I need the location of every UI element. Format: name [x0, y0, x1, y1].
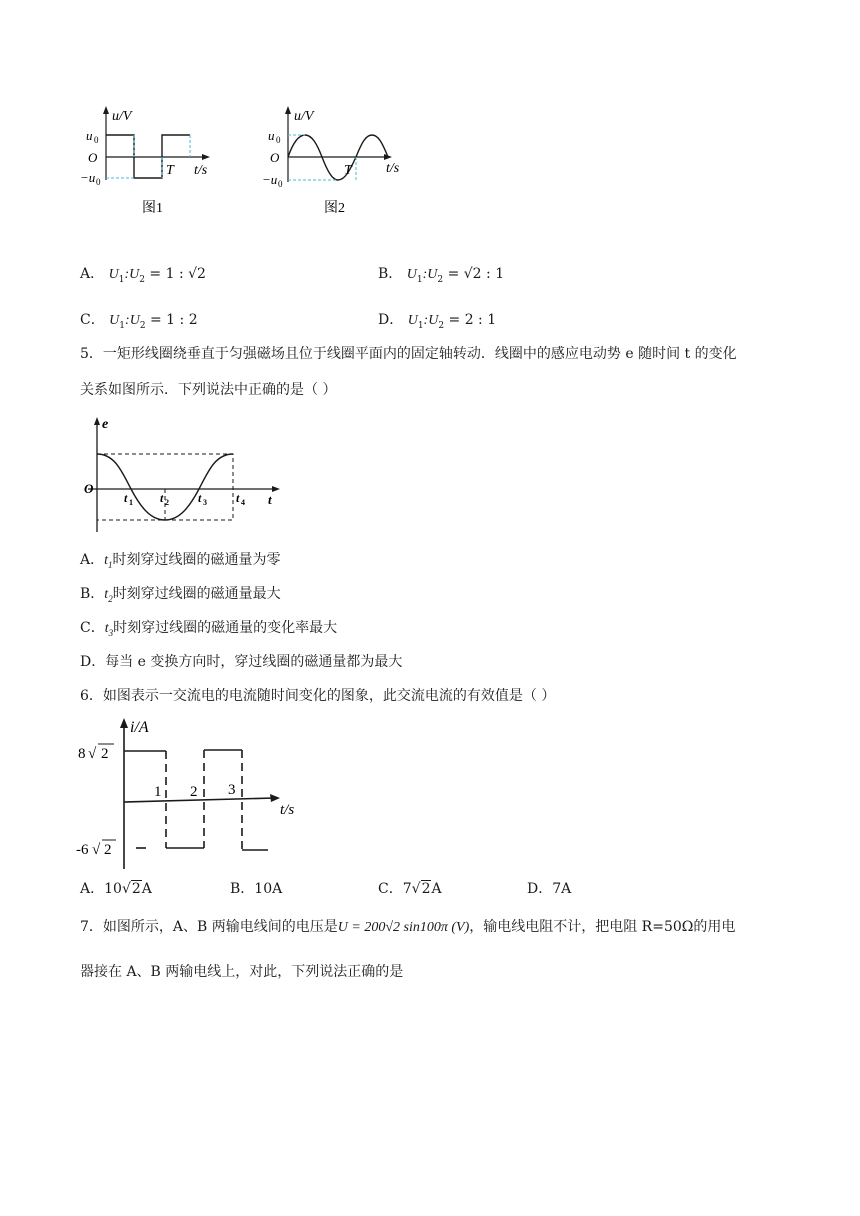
q4-option-b[interactable]: B． $U_1:U_2 = √2$ : 1: [378, 266, 505, 285]
q6-option-c[interactable]: C．7√2A: [378, 881, 442, 897]
q7-formula: U = 200√2 sin100π (V): [337, 920, 470, 935]
svg-text:0: 0: [94, 135, 99, 145]
svg-text:T: T: [344, 163, 352, 178]
q6-option-a[interactable]: A．10√2A: [80, 881, 152, 897]
q7-stem-line1: 7．如图所示，A、B 两输电线间的电压是U = 200√2 sin100π (V)，输电线电阻不计，把电阻 R=50Ω的用电: [80, 919, 736, 935]
q5-option-d[interactable]: D．每当 e 变换方向时，穿过线圈的磁通量都为最大: [80, 654, 403, 670]
q6-stem: 6．如图表示一交流电的电流随时间变化的图象，此交流电流的有效值是（ ）: [80, 688, 556, 704]
q6-option-d[interactable]: D．7A: [527, 881, 572, 897]
svg-text:0: 0: [278, 179, 283, 189]
svg-text:-6: -6: [76, 842, 89, 858]
svg-text:t/s: t/s: [194, 163, 208, 178]
q7-stem-line2: 器接在 A、B 两输电线上，对此，下列说法正确的是: [80, 964, 404, 980]
svg-text:1: 1: [129, 498, 133, 507]
q4-option-c[interactable]: C． $U_1:U_2 = 1$ : 2: [80, 312, 198, 331]
svg-text:3: 3: [228, 782, 236, 798]
q4-option-d[interactable]: D． $U_1:U_2 = 2$ : 1: [378, 312, 497, 331]
svg-text:O: O: [88, 150, 98, 165]
svg-text:8: 8: [78, 746, 86, 762]
q5-option-b[interactable]: B．$t_2$时刻穿过线圈的磁通量最大: [80, 586, 281, 604]
svg-text:e: e: [102, 417, 109, 432]
svg-text:u/V: u/V: [112, 109, 132, 124]
q6-graph: [74, 714, 314, 872]
svg-text:4: 4: [241, 498, 245, 507]
svg-text:图1: 图1: [142, 201, 163, 216]
q5-graph: [80, 412, 290, 537]
svg-text:O: O: [270, 150, 280, 165]
svg-text:u: u: [268, 128, 275, 143]
figure-1: [80, 100, 230, 225]
svg-text:0: 0: [276, 135, 281, 145]
q4-option-a[interactable]: A． $U_1:U_2 = 1$ : √2: [80, 266, 206, 285]
figure-2: [262, 100, 412, 225]
svg-text:−u: −u: [262, 172, 278, 187]
svg-text:O: O: [84, 481, 94, 496]
svg-text:t: t: [198, 491, 202, 505]
svg-text:−u: −u: [80, 170, 96, 185]
svg-text:t: t: [268, 492, 272, 507]
svg-text:t: t: [236, 491, 240, 505]
svg-text:√: √: [88, 746, 97, 762]
svg-text:2: 2: [190, 784, 198, 800]
svg-text:2: 2: [165, 498, 169, 507]
svg-text:3: 3: [203, 498, 207, 507]
svg-text:i/A: i/A: [130, 719, 149, 736]
q6-option-b[interactable]: B．10A: [230, 881, 283, 897]
svg-text:T: T: [166, 163, 174, 178]
svg-text:t/s: t/s: [280, 802, 295, 818]
q5-stem-line2: 关系如图所示．下列说法中正确的是（ ）: [80, 382, 337, 398]
svg-text:1: 1: [154, 784, 162, 800]
svg-text:2: 2: [101, 746, 109, 762]
svg-text:u/V: u/V: [294, 109, 314, 124]
svg-text:0: 0: [96, 177, 101, 187]
q5-stem-line1: 5．一矩形线圈绕垂直于匀强磁场且位于线圈平面内的固定轴转动．线圈中的感应电动势 e 随时间 t 的变化: [80, 346, 737, 362]
svg-text:t: t: [124, 491, 128, 505]
q5-option-a[interactable]: A．$t_1$时刻穿过线圈的磁通量为零: [80, 552, 281, 570]
svg-text:2: 2: [104, 842, 112, 858]
svg-text:图2: 图2: [324, 201, 345, 216]
q5-option-c[interactable]: C．$t_3$时刻穿过线圈的磁通量的变化率最大: [80, 620, 338, 638]
svg-text:t/s: t/s: [386, 161, 400, 176]
svg-text:u: u: [86, 128, 93, 143]
svg-text:t: t: [160, 491, 164, 505]
svg-text:√: √: [92, 842, 101, 858]
